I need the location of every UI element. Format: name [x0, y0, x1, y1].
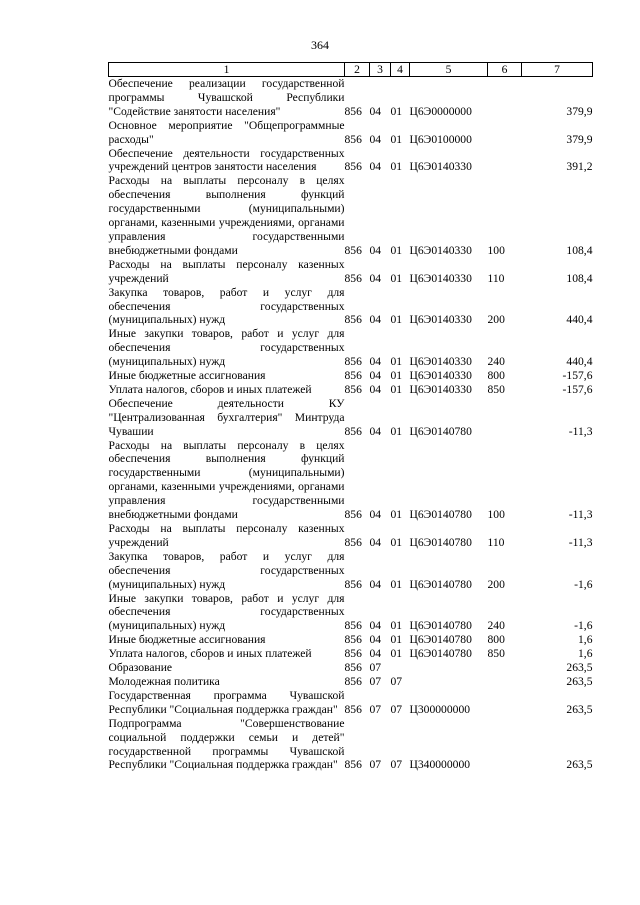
row-name: Иные закупки товаров, работ и услуг для обеспечения государственных (муниципальных) нужд	[108, 591, 345, 633]
amount: 440,4	[566, 355, 593, 369]
expense-type-code: 240	[487, 619, 505, 633]
table-row	[109, 286, 593, 328]
amount: 263,5	[566, 758, 593, 772]
table-row	[109, 439, 593, 522]
table-row	[109, 675, 593, 689]
amount: 1,6	[578, 647, 593, 661]
section-code: 07	[369, 702, 382, 716]
row-name: Подпрограмма "Совершенствование социальной поддержки семьи и детей" государственной программы Чувашской Республики "Социальная поддержка граждан"	[108, 716, 345, 772]
target-item-code	[410, 675, 488, 689]
table-row	[109, 647, 593, 661]
target-item-code: Ц6Э0140330	[409, 160, 472, 174]
column-header-1: 1	[109, 63, 345, 77]
section-code: 07	[369, 674, 382, 688]
amount: 1,6	[578, 633, 593, 647]
row-name: Расходы на выплаты персоналу казенных учреждений	[108, 522, 345, 549]
ministry-code: 856	[344, 104, 362, 118]
ministry-code: 856	[344, 508, 362, 522]
table-header-row	[109, 63, 593, 77]
row-name: Основное мероприятие "Общепрограммные расходы"	[108, 118, 345, 146]
subsection-code: 01	[390, 271, 403, 285]
expense-type-code: 800	[487, 633, 505, 647]
column-header-3: 3	[370, 63, 391, 77]
target-item-code: Ц6Э0140330	[409, 313, 472, 327]
subsection-code: 01	[390, 424, 403, 438]
ministry-code: 856	[344, 243, 362, 257]
expense-type-code: 240	[487, 355, 505, 369]
target-item-code: Ц6Э0140780	[409, 633, 472, 647]
ministry-code: 856	[344, 674, 362, 688]
table-row	[109, 147, 593, 175]
target-item-code: Ц6Э0140330	[409, 382, 472, 396]
subsection-code: 01	[390, 577, 403, 591]
ministry-code: 856	[344, 535, 362, 549]
section-code: 04	[369, 424, 382, 438]
table-row	[109, 174, 593, 257]
subsection-code: 01	[390, 382, 403, 396]
target-item-code: Ц6Э0140330	[409, 369, 472, 383]
target-item-code: Ц6Э0140780	[409, 619, 472, 633]
target-item-code: Ц6Э0140780	[409, 508, 472, 522]
subsection-code: 01	[390, 633, 403, 647]
subsection-code: 01	[390, 619, 403, 633]
row-name: Расходы на выплаты персоналу в целях обеспечения выполнения функций государственными (муниципальными) органами, казенными учреждениями, органами управления государственными внебюджетными фондами	[108, 438, 345, 522]
section-code: 04	[369, 313, 382, 327]
ministry-code: 856	[344, 369, 362, 383]
table-row	[109, 327, 593, 369]
table-row	[109, 119, 593, 147]
ministry-code: 856	[344, 702, 362, 716]
column-header-7: 7	[522, 63, 593, 77]
budget-table	[108, 62, 593, 772]
expense-type-code: 110	[487, 271, 505, 285]
column-header-5: 5	[410, 63, 488, 77]
target-item-code: Ц6Э0140780	[409, 424, 472, 438]
ministry-code: 856	[344, 313, 362, 327]
expense-type-code	[488, 689, 522, 717]
target-item-code: Ц6Э0140330	[409, 271, 472, 285]
ministry-code: 856	[344, 758, 362, 772]
row-name: Иные бюджетные ассигнования	[108, 369, 266, 383]
section-code: 04	[369, 633, 382, 647]
row-name: Государственная программа Чувашской Республики "Социальная поддержка граждан"	[108, 688, 345, 716]
subsection-code: 01	[390, 243, 403, 257]
table-row	[109, 717, 593, 773]
table-row	[109, 689, 593, 717]
row-name: Молодежная политика	[108, 674, 220, 688]
row-name: Образование	[108, 661, 173, 675]
expense-type-code: 200	[487, 313, 505, 327]
section-code: 04	[369, 271, 382, 285]
column-header-6: 6	[488, 63, 522, 77]
amount: -1,6	[574, 619, 593, 633]
subsection-code	[391, 661, 410, 675]
row-name: Расходы на выплаты персоналу в целях обеспечения выполнения функций государственными (муниципальными) органами, казенными учреждениями, органами управления государственными внебюджетными фондами	[108, 174, 345, 257]
row-name: Уплата налогов, сборов и иных платежей	[108, 382, 312, 396]
target-item-code: Ц300000000	[409, 702, 471, 716]
section-code: 04	[369, 508, 382, 522]
subsection-code: 01	[390, 132, 403, 146]
amount: 391,2	[566, 160, 593, 174]
expense-type-code	[488, 77, 522, 119]
section-code: 04	[369, 104, 382, 118]
target-item-code: Ц6Э0140330	[409, 243, 472, 257]
row-name: Обеспечение реализации государственной программы Чувашской Республики "Содействие занятости населения"	[108, 77, 345, 118]
ministry-code: 856	[344, 382, 362, 396]
expense-type-code: 800	[487, 369, 505, 383]
expense-type-code: 200	[487, 577, 505, 591]
ministry-code: 856	[344, 647, 362, 661]
section-code: 04	[369, 355, 382, 369]
target-item-code: Ц6Э0140780	[409, 577, 472, 591]
ministry-code: 856	[344, 132, 362, 146]
column-header-2: 2	[345, 63, 370, 77]
table-row	[109, 633, 593, 647]
expense-type-code	[488, 661, 522, 675]
section-code: 07	[369, 661, 382, 675]
subsection-code: 07	[390, 758, 403, 772]
amount: 263,5	[566, 702, 593, 716]
expense-type-code: 100	[487, 508, 505, 522]
row-name: Уплата налогов, сборов и иных платежей	[108, 647, 312, 661]
amount: 379,9	[566, 104, 593, 118]
page-number: 364	[311, 38, 329, 52]
amount: 108,4	[566, 243, 593, 257]
amount: -157,6	[562, 369, 593, 383]
ministry-code: 856	[344, 619, 362, 633]
section-code: 04	[369, 132, 382, 146]
table-row	[109, 661, 593, 675]
table-row	[109, 550, 593, 592]
table-row	[109, 522, 593, 550]
section-code: 04	[369, 535, 382, 549]
section-code: 04	[369, 619, 382, 633]
subsection-code: 01	[390, 104, 403, 118]
ministry-code: 856	[344, 661, 362, 675]
table-row	[109, 369, 593, 383]
amount: 263,5	[566, 661, 593, 675]
row-name: Закупка товаров, работ и услуг для обеспечения государственных (муниципальных) нужд	[108, 549, 345, 591]
ministry-code: 856	[344, 633, 362, 647]
subsection-code: 01	[390, 369, 403, 383]
row-name: Иные бюджетные ассигнования	[108, 633, 266, 647]
amount: -11,3	[568, 508, 593, 522]
amount: 108,4	[566, 271, 593, 285]
table-row	[109, 258, 593, 286]
table-row	[109, 383, 593, 397]
subsection-code: 01	[390, 160, 403, 174]
section-code: 04	[369, 160, 382, 174]
target-item-code: Ц6Э0140780	[409, 647, 472, 661]
target-item-code	[410, 661, 488, 675]
expense-type-code: 850	[487, 647, 505, 661]
ministry-code: 856	[344, 160, 362, 174]
table-row	[109, 77, 593, 119]
amount: -1,6	[574, 577, 593, 591]
table-row	[109, 397, 593, 439]
section-code: 07	[369, 758, 382, 772]
subsection-code: 01	[390, 535, 403, 549]
subsection-code: 07	[390, 702, 403, 716]
ministry-code: 856	[344, 424, 362, 438]
section-code: 04	[369, 382, 382, 396]
section-code: 04	[369, 577, 382, 591]
section-code: 04	[369, 369, 382, 383]
section-code: 04	[369, 243, 382, 257]
expense-type-code: 100	[487, 243, 505, 257]
amount: 379,9	[566, 132, 593, 146]
row-name: Обеспечение деятельности государственных учреждений центров занятости населения	[108, 146, 345, 174]
subsection-code: 01	[390, 647, 403, 661]
row-name: Закупка товаров, работ и услуг для обеспечения государственных (муниципальных) нужд	[108, 285, 345, 327]
expense-type-code: 110	[487, 535, 505, 549]
subsection-code: 01	[390, 313, 403, 327]
row-name: Расходы на выплаты персоналу казенных учреждений	[108, 257, 345, 285]
target-item-code: Ц6Э0140330	[409, 355, 472, 369]
expense-type-code: 850	[487, 382, 505, 396]
column-header-4: 4	[391, 63, 410, 77]
expense-type-code	[488, 717, 522, 773]
amount: -157,6	[562, 382, 593, 396]
row-name: Обеспечение деятельности КУ "Централизованная бухгалтерия" Минтруда Чувашии	[108, 396, 345, 438]
subsection-code: 01	[390, 508, 403, 522]
ministry-code: 856	[344, 271, 362, 285]
expense-type-code	[488, 675, 522, 689]
target-item-code: Ц340000000	[409, 758, 471, 772]
amount: -11,3	[568, 535, 593, 549]
expense-type-code	[488, 397, 522, 439]
subsection-code: 07	[390, 674, 403, 688]
section-code: 04	[369, 647, 382, 661]
expense-type-code	[488, 147, 522, 175]
amount: 440,4	[566, 313, 593, 327]
target-item-code: Ц6Э0000000	[409, 104, 472, 118]
target-item-code: Ц6Э0100000	[409, 132, 472, 146]
row-name: Иные закупки товаров, работ и услуг для обеспечения государственных (муниципальных) нужд	[108, 327, 345, 369]
target-item-code: Ц6Э0140780	[409, 535, 472, 549]
expense-type-code	[488, 119, 522, 147]
ministry-code: 856	[344, 577, 362, 591]
table-row	[109, 592, 593, 634]
amount: -11,3	[568, 424, 593, 438]
amount: 263,5	[566, 674, 593, 688]
ministry-code: 856	[344, 355, 362, 369]
subsection-code: 01	[390, 355, 403, 369]
